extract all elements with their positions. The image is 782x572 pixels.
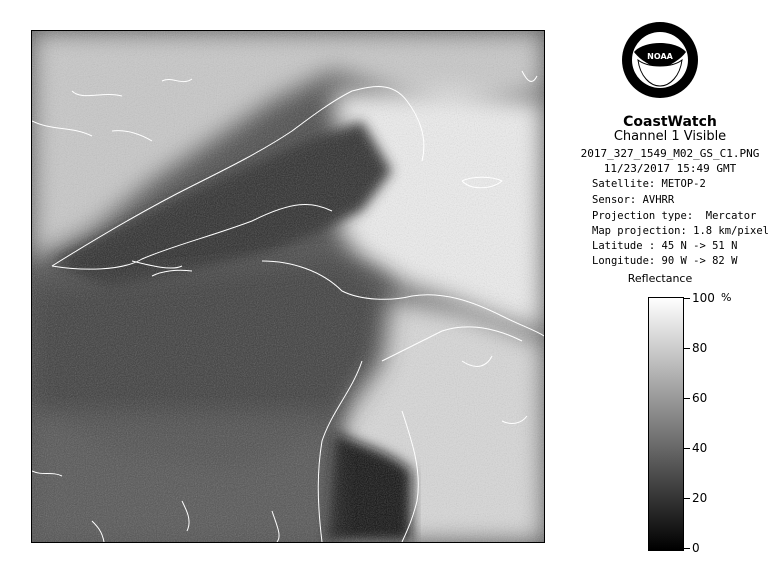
satellite-map xyxy=(31,30,545,543)
tick-label-40: 40 xyxy=(692,441,708,455)
tick-0 xyxy=(683,548,690,549)
tick-label-20: 20 xyxy=(692,491,708,505)
sensor-info: Sensor: AVHRR xyxy=(592,194,675,206)
latitude-info: Latitude : 45 N -> 51 N xyxy=(592,240,738,252)
tick-label-100: 100 xyxy=(692,291,715,305)
map-projection-info: Map projection: 1.8 km/pixel xyxy=(592,225,770,237)
reflectance-colorbar xyxy=(648,297,684,551)
channel-subtitle: Channel 1 Visible xyxy=(613,129,727,144)
tick-label-0: 0 xyxy=(692,541,700,555)
noaa-logo-icon xyxy=(620,14,700,114)
tick-40 xyxy=(683,448,690,449)
tick-80 xyxy=(683,348,690,349)
projection-type-info: Projection type: Mercator xyxy=(592,210,757,222)
scale-unit: % xyxy=(721,291,732,304)
acquisition-datetime: 11/23/2017 15:49 GMT xyxy=(603,162,737,175)
scale-label: Reflectance xyxy=(627,272,693,285)
tick-label-80: 80 xyxy=(692,341,708,355)
tick-label-60: 60 xyxy=(692,391,708,405)
tick-20 xyxy=(683,498,690,499)
satellite-image xyxy=(32,31,544,542)
longitude-info: Longitude: 90 W -> 82 W xyxy=(592,255,738,267)
logo-text: NOAA xyxy=(647,52,673,61)
tick-60 xyxy=(683,398,690,399)
noaa-logo xyxy=(620,14,700,114)
tick-100 xyxy=(683,298,690,299)
satellite-info: Satellite: METOP-2 xyxy=(592,178,706,190)
file-name: 2017_327_1549_M02_GS_C1.PNG xyxy=(580,147,760,160)
product-title: CoastWatch xyxy=(623,114,717,130)
